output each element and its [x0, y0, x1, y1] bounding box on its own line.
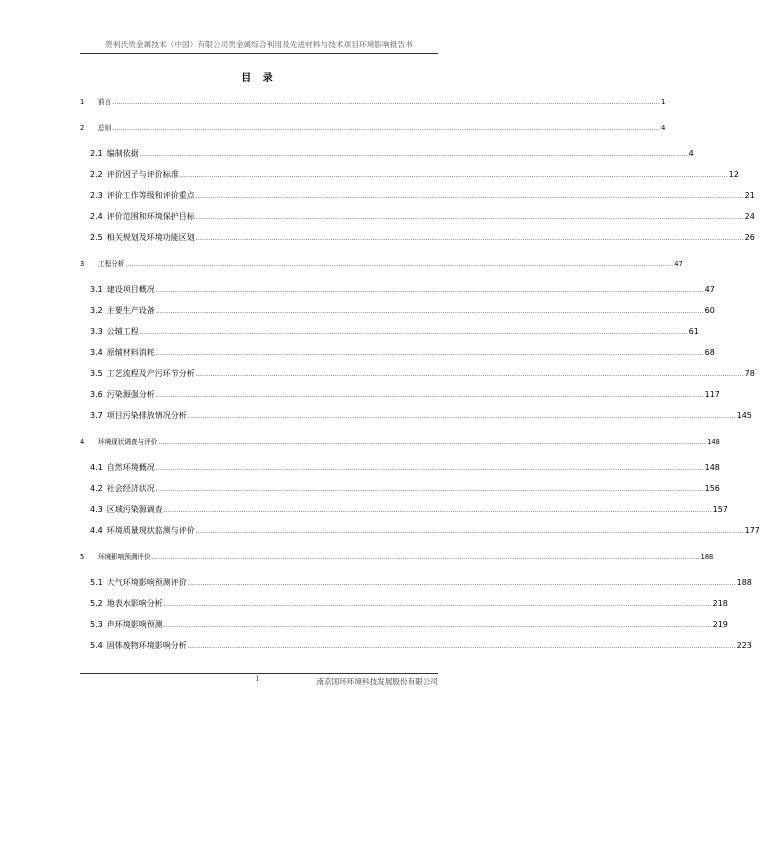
- toc-leader-dots: ....................................................................................................................................................................................................................................................................: [112, 99, 661, 106]
- toc-entry-page: 188: [736, 578, 752, 587]
- footer-page-number: I: [256, 675, 259, 683]
- toc-leader-dots: ....................................................................................................................................................................................................................................................................: [195, 371, 744, 378]
- toc-leader-dots: ....................................................................................................................................................................................................................................................................: [158, 439, 707, 446]
- toc-entry-page: 68: [704, 348, 715, 357]
- toc-title: 目 录: [241, 73, 277, 84]
- toc-section-entry[interactable]: [90, 640, 752, 651]
- toc-entry-label: 项目污染排放情况分析: [106, 411, 187, 420]
- toc-leader-dots: ....................................................................................................................................................................................................................................................................: [125, 261, 674, 268]
- toc-leader-dots: ....................................................................................................................................................................................................................................................................: [187, 643, 736, 650]
- toc-entry-page: 1: [661, 98, 666, 106]
- toc-entry-number: 3.4: [90, 348, 103, 357]
- toc-entry-number: 1: [80, 98, 85, 106]
- toc-section-entry[interactable]: [90, 504, 728, 515]
- toc-leader-dots: ....................................................................................................................................................................................................................................................................: [155, 392, 704, 399]
- toc-entry-number: 2.5: [90, 233, 103, 242]
- toc-entry-page: 21: [744, 191, 755, 200]
- toc-section-entry[interactable]: [90, 389, 720, 400]
- toc-entry-page: 4: [688, 149, 694, 158]
- toc-entry-page: 145: [736, 411, 752, 420]
- toc-entry-label: 评价范围和环境保护目标: [106, 212, 195, 221]
- toc-entry-label: 环境影响预测评价: [98, 553, 151, 561]
- toc-entry-page: 156: [704, 484, 720, 493]
- toc-leader-dots: ....................................................................................................................................................................................................................................................................: [155, 287, 704, 294]
- toc-leader-dots: ....................................................................................................................................................................................................................................................................: [187, 580, 736, 587]
- toc-entry-label: 污染源强分析: [106, 390, 155, 399]
- toc-section-entry[interactable]: [90, 577, 752, 588]
- toc-entry-label: 原辅材料消耗: [106, 348, 155, 357]
- toc-section-entry[interactable]: [90, 462, 720, 473]
- toc-entry-number: 5: [80, 553, 85, 561]
- toc-entry-label: 工程分析: [98, 260, 125, 268]
- toc-section-entry[interactable]: [90, 347, 715, 358]
- toc-entry-page: 78: [744, 369, 755, 378]
- toc-entry-page: 148: [707, 438, 720, 446]
- toc-leader-dots: ....................................................................................................................................................................................................................................................................: [195, 235, 744, 242]
- toc-entry-number: 4.4: [90, 526, 103, 535]
- toc-section-entry[interactable]: [90, 368, 755, 379]
- toc-section-entry[interactable]: [90, 169, 739, 180]
- toc-entry-number: 2: [80, 124, 85, 132]
- toc-entry-label: 自然环境概况: [106, 463, 155, 472]
- toc-leader-dots: ....................................................................................................................................................................................................................................................................: [155, 308, 704, 315]
- toc-entry-page: 61: [688, 327, 699, 336]
- toc-entry-label: 环境质量现状监测与评价: [106, 526, 195, 535]
- toc-entry-page: 219: [712, 620, 728, 629]
- toc-leader-dots: ....................................................................................................................................................................................................................................................................: [179, 172, 728, 179]
- toc-entry-page: 4: [661, 124, 666, 132]
- toc-entry-label: 大气环境影响预测评价: [106, 578, 187, 587]
- toc-entry-label: 社会经济状况: [106, 484, 155, 493]
- toc-entry-label: 环境现状调查与评价: [98, 438, 158, 446]
- toc-section-entry[interactable]: [90, 284, 715, 295]
- toc-entry-label: 编制依据: [106, 149, 139, 158]
- toc-entry-label: 主要生产设备: [106, 306, 155, 315]
- toc-entry-number: 3.2: [90, 306, 103, 315]
- toc-entry-page: 47: [674, 260, 683, 268]
- toc-entry-page: 177: [744, 526, 760, 535]
- toc-leader-dots: ....................................................................................................................................................................................................................................................................: [139, 329, 688, 336]
- toc-leader-dots: ....................................................................................................................................................................................................................................................................: [155, 350, 704, 357]
- toc-section-entry[interactable]: [90, 410, 752, 421]
- toc-leader-dots: ....................................................................................................................................................................................................................................................................: [187, 413, 736, 420]
- toc-chapter-entry[interactable]: [80, 551, 714, 561]
- toc-section-entry[interactable]: [90, 232, 755, 243]
- toc-entry-label: 建设项目概况: [106, 285, 155, 294]
- toc-entry-page: 148: [704, 463, 720, 472]
- toc-entry-number: 5.4: [90, 641, 103, 650]
- toc-entry-page: 117: [704, 390, 720, 399]
- toc-entry-page: 24: [744, 212, 755, 221]
- toc-entry-page: 60: [704, 306, 715, 315]
- toc-entry-number: 5.2: [90, 599, 103, 608]
- toc-leader-dots: ....................................................................................................................................................................................................................................................................: [195, 193, 744, 200]
- toc-entry-number: 5.1: [90, 578, 103, 587]
- toc-leader-dots: ....................................................................................................................................................................................................................................................................: [163, 601, 712, 608]
- running-header: 贺利氏贵金属技术（中国）有限公司贵金属综合利用及先进材料与技术项目环境影响报告书: [105, 40, 413, 49]
- toc-entry-number: 4.2: [90, 484, 103, 493]
- toc-leader-dots: ....................................................................................................................................................................................................................................................................: [139, 151, 688, 158]
- toc-entry-label: 地表水影响分析: [106, 599, 163, 608]
- toc-entry-label: 固体废物环境影响分析: [106, 641, 187, 650]
- toc-entry-number: 4.3: [90, 505, 103, 514]
- toc-entry-page: 218: [712, 599, 728, 608]
- toc-section-entry[interactable]: [90, 190, 755, 201]
- toc-entry-number: 3.1: [90, 285, 103, 294]
- toc-leader-dots: ....................................................................................................................................................................................................................................................................: [155, 486, 704, 493]
- toc-entry-page: 12: [728, 170, 739, 179]
- toc-entry-number: 2.1: [90, 149, 103, 158]
- toc-entry-label: 声环境影响预测: [106, 620, 163, 629]
- toc-chapter-entry[interactable]: [80, 436, 720, 446]
- toc-entry-number: 3: [80, 260, 85, 268]
- toc-leader-dots: ....................................................................................................................................................................................................................................................................: [163, 622, 712, 629]
- toc-entry-label: 区域污染源调查: [106, 505, 163, 514]
- toc-entry-page: 188: [700, 553, 714, 561]
- toc-section-entry[interactable]: [90, 211, 755, 222]
- toc-leader-dots: ....................................................................................................................................................................................................................................................................: [195, 214, 744, 221]
- toc-section-entry[interactable]: [90, 148, 694, 159]
- toc-leader-dots: ....................................................................................................................................................................................................................................................................: [163, 507, 712, 514]
- toc-section-entry[interactable]: [90, 619, 728, 630]
- toc-entry-page: 157: [712, 505, 728, 514]
- toc-section-entry[interactable]: [90, 483, 720, 494]
- toc-entry-label: 总则: [98, 124, 112, 132]
- toc-leader-dots: ....................................................................................................................................................................................................................................................................: [155, 465, 704, 472]
- toc-entry-number: 4.1: [90, 463, 103, 472]
- toc-section-entry[interactable]: [90, 598, 728, 609]
- toc-entry-number: 2.3: [90, 191, 103, 200]
- toc-entry-label: 相关规划及环境功能区划: [106, 233, 195, 242]
- footer-organization: 南京国环环境科技发展股份有限公司: [316, 677, 438, 686]
- toc-entry-label: 评价工作等级和评价重点: [106, 191, 195, 200]
- toc-entry-page: 223: [736, 641, 752, 650]
- toc-entry-label: 前言: [98, 98, 112, 106]
- toc-entry-label: 评价因子与评价标准: [106, 170, 179, 179]
- toc-entry-number: 2.4: [90, 212, 103, 221]
- toc-entry-number: 5.3: [90, 620, 103, 629]
- toc-chapter-entry[interactable]: [80, 258, 683, 268]
- toc-section-entry[interactable]: [90, 525, 760, 536]
- toc-entry-label: 工艺流程及产污环节分析: [106, 369, 195, 378]
- toc-section-entry[interactable]: [90, 305, 715, 316]
- toc-section-entry[interactable]: [90, 326, 699, 337]
- toc-entry-number: 3.7: [90, 411, 103, 420]
- toc-chapter-entry[interactable]: [80, 122, 666, 132]
- toc-chapter-entry[interactable]: [80, 96, 666, 106]
- toc-leader-dots: ....................................................................................................................................................................................................................................................................: [112, 125, 661, 132]
- toc-entry-label: 公辅工程: [106, 327, 139, 336]
- toc-entry-page: 47: [704, 285, 715, 294]
- toc-entry-number: 3.5: [90, 369, 103, 378]
- toc-leader-dots: ....................................................................................................................................................................................................................................................................: [151, 554, 700, 561]
- toc-entry-number: 2.2: [90, 170, 103, 179]
- toc-leader-dots: ....................................................................................................................................................................................................................................................................: [195, 528, 744, 535]
- toc-entry-page: 26: [744, 233, 755, 242]
- toc-entry-number: 4: [80, 438, 85, 446]
- toc-entry-number: 3.3: [90, 327, 103, 336]
- footer-divider: [80, 673, 438, 674]
- toc-entry-number: 3.6: [90, 390, 103, 399]
